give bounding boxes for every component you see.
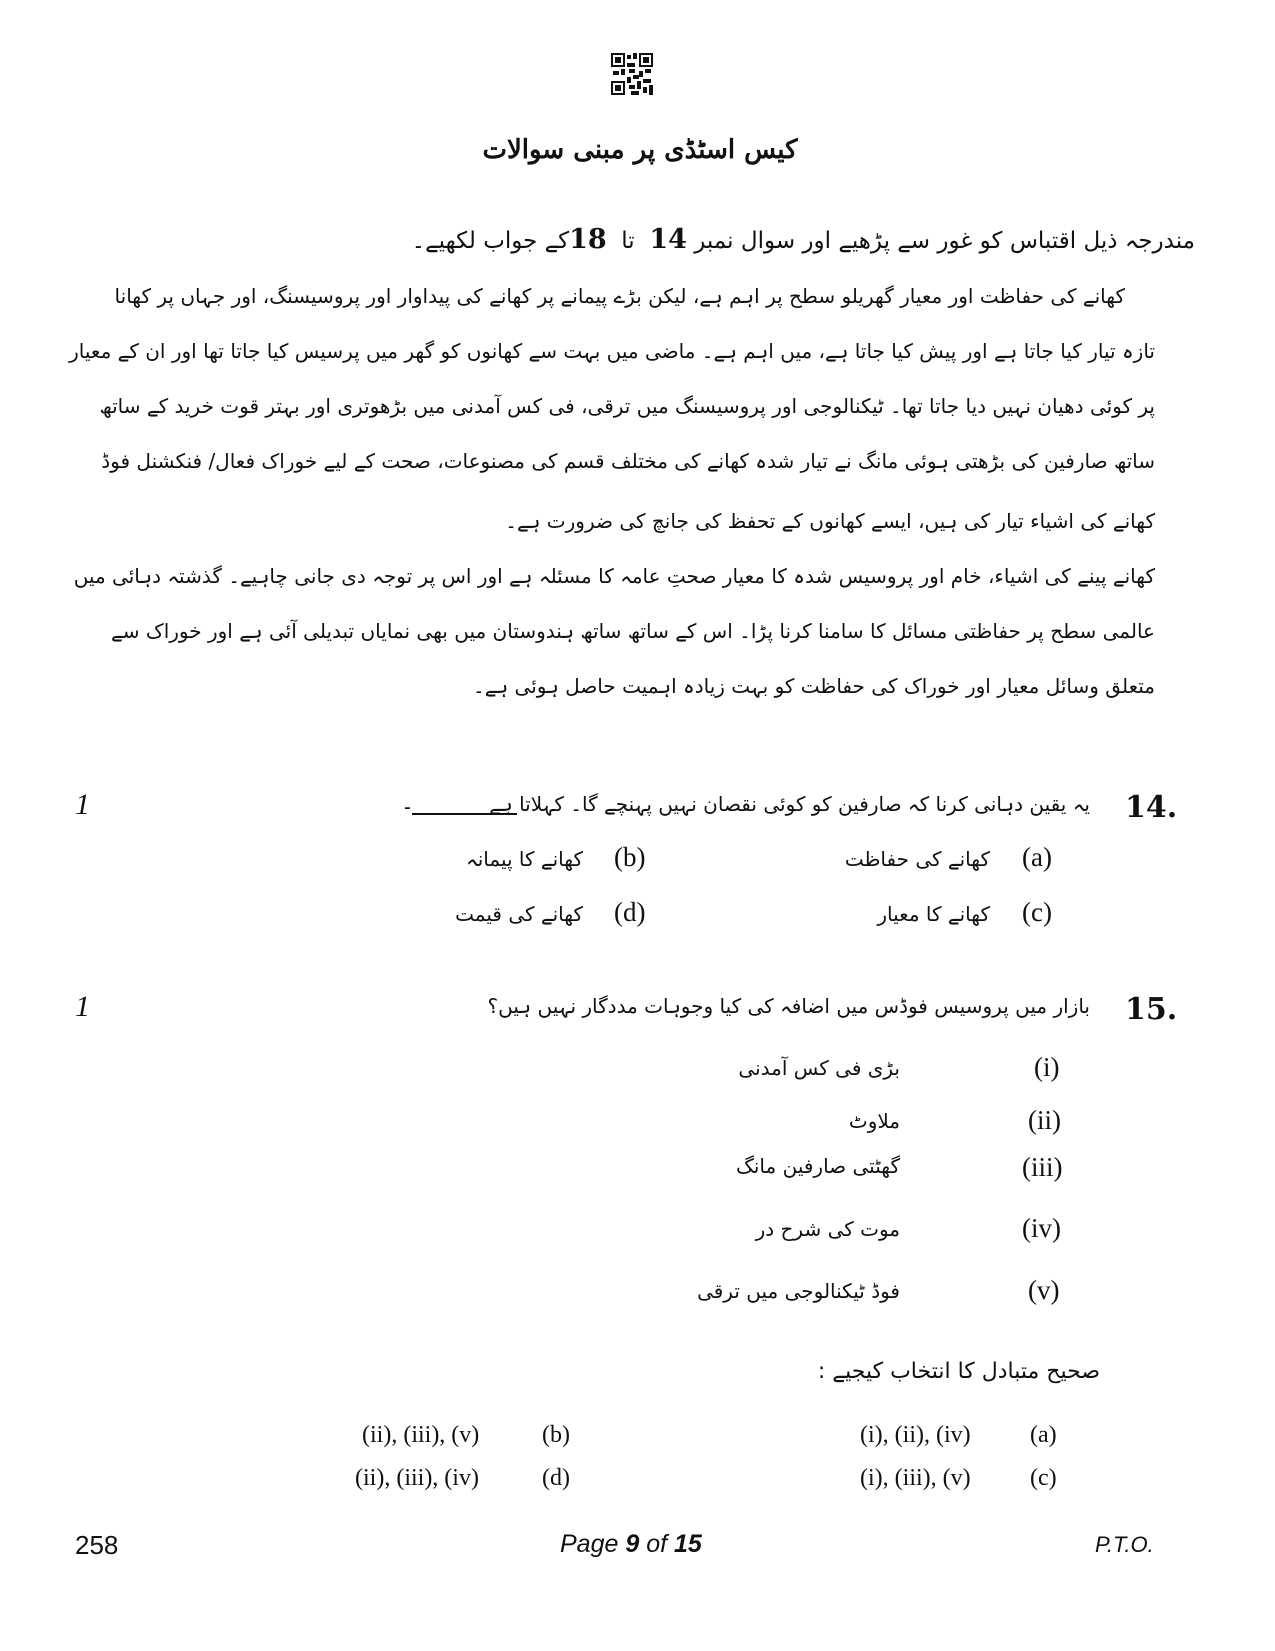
question-15-marks: 1 xyxy=(75,990,90,1023)
q14-option-d-label: (d) xyxy=(614,897,646,927)
q15-option-d-text: (ii), (iii), (iv) xyxy=(355,1465,479,1491)
q15-option-c-label: (c) xyxy=(1030,1465,1057,1491)
question-15-text: بازار میں پروسیس فوڈس میں اضافہ کی کیا وجوہات مددگار نہیں ہیں؟ xyxy=(487,994,1090,1018)
question-14-number: 14. xyxy=(1125,790,1178,825)
q15-option-a-text: (i), (ii), (iv) xyxy=(860,1422,971,1448)
q14-option-b-label: (b) xyxy=(614,842,646,872)
question-14-dash: ۔ xyxy=(401,790,414,815)
page-of: of xyxy=(646,1530,668,1558)
question-15-number: 15. xyxy=(1125,992,1178,1027)
q15-option-c-text: (i), (iii), (v) xyxy=(860,1465,971,1491)
page-prefix: Page xyxy=(560,1530,619,1558)
q15-option-b-label: (b) xyxy=(542,1422,570,1448)
q14-option-a-text: کھانے کی حفاظت xyxy=(844,847,990,871)
page-total: 15 xyxy=(674,1530,702,1558)
q14-option-c-text: کھانے کا معیار xyxy=(877,902,990,926)
q15-statement-label: (ii) xyxy=(1028,1105,1061,1135)
q15-statement-text: ملاوٹ xyxy=(848,1109,900,1133)
paper-code: 258 xyxy=(75,1530,119,1560)
instruction-to-word: تا xyxy=(621,228,635,254)
q14-option-c-label: (c) xyxy=(1022,897,1052,927)
answer-blank xyxy=(412,813,517,815)
q15-statement-label: (iv) xyxy=(1022,1213,1061,1243)
q15-statement-text: بڑی فی کس آمدنی xyxy=(738,1056,900,1080)
instruction-after: کے جواب لکھیے۔ xyxy=(411,228,570,254)
instruction-from: 14 xyxy=(649,224,687,255)
question-14-text: یہ یقین دہانی کرنا کہ صارفین کو کوئی نقصان نہیں پہنچے گا۔ کہلاتا ہے xyxy=(489,792,1090,816)
q14-option-b-text: کھانے کا پیمانہ xyxy=(466,847,583,871)
q15-statement-text: فوڈ ٹیکنالوجی میں ترقی xyxy=(697,1279,900,1303)
q14-option-d-text: کھانے کی قیمت xyxy=(455,902,583,926)
instruction-to: 18 xyxy=(569,224,607,255)
q15-option-a-label: (a) xyxy=(1030,1422,1057,1448)
instruction xyxy=(412,225,1195,255)
passage-line: ساتھ صارفین کی بڑھتی ہوئی مانگ نے تیار شدہ کھانے کی مختلف قسم کی مصنوعات، صحت کے لیے خوراک فعال/ فنکشنل فوڈ xyxy=(101,449,1155,473)
q15-option-d-label: (d) xyxy=(542,1465,570,1491)
q15-option-b-text: (ii), (iii), (v) xyxy=(362,1422,480,1448)
q15-statement-text: گھٹتی صارفین مانگ xyxy=(735,1154,900,1178)
passage-line: متعلق وسائل معیار اور خوراک کی حفاظت کو بہت زیادہ اہمیت حاصل ہوئی ہے۔ xyxy=(473,674,1155,698)
passage-line: تازہ تیار کیا جاتا ہے اور پیش کیا جاتا ہے، میں اہم ہے۔ ماضی میں بہت سے کھانوں کو گھر میں پرسیس کیا جاتا تھا اور ان کے معیار xyxy=(69,339,1155,363)
qr-code-icon xyxy=(611,53,653,95)
passage-line: کھانے کی اشیاء تیار کی ہیں، ایسے کھانوں کے تحفظ کی جانچ کی ضرورت ہے۔ xyxy=(505,509,1155,533)
passage-line: کھانے کی حفاظت اور معیار گھریلو سطح پر اہم ہے، لیکن بڑے پیمانے پر کھانے کی پیداوار اور پروسیسنگ، اور جہاں پر کھانا xyxy=(114,284,1125,308)
section-heading: کیس اسٹڈی پر مبنی سوالات xyxy=(482,135,798,165)
q15-statement-label: (v) xyxy=(1028,1275,1060,1305)
page-current: 9 xyxy=(625,1530,640,1558)
q15-statement-label: (iii) xyxy=(1022,1152,1063,1182)
pto-label: P.T.O. xyxy=(1095,1532,1154,1557)
passage-line: عالمی سطح پر حفاظتی مسائل کا سامنا کرنا پڑا۔ اس کے ساتھ ساتھ ہندوستان میں بھی نمایاں تبدیلی آئی ہے اور خوراک سے xyxy=(110,619,1155,643)
choose-instruction: صحیح متبادل کا انتخاب کیجیے : xyxy=(817,1359,1100,1384)
q14-option-a-label: (a) xyxy=(1022,842,1052,872)
q15-statement-label: (i) xyxy=(1034,1052,1060,1082)
passage-line: پر کوئی دھیان نہیں دیا جاتا تھا۔ ٹیکنالوجی اور پروسیسنگ میں ترقی، فی کس آمدنی میں بڑھوتری اور بہتر قوت خرید کے ساتھ xyxy=(99,394,1155,418)
page-indicator xyxy=(560,1530,702,1559)
question-14-marks: 1 xyxy=(75,788,90,821)
q15-statement-text: موت کی شرح در xyxy=(755,1217,900,1241)
instruction-before: مندرجہ ذیل اقتباس کو غور سے پڑھیے اور سوال نمبر xyxy=(694,228,1195,254)
passage-line: کھانے پینے کی اشیاء، خام اور پروسیس شدہ کا معیار صحتِ عامہ کا مسئلہ ہے اور اس پر توجہ دی جانی چاہیے۔ گذشتہ دہائی میں xyxy=(73,564,1155,588)
